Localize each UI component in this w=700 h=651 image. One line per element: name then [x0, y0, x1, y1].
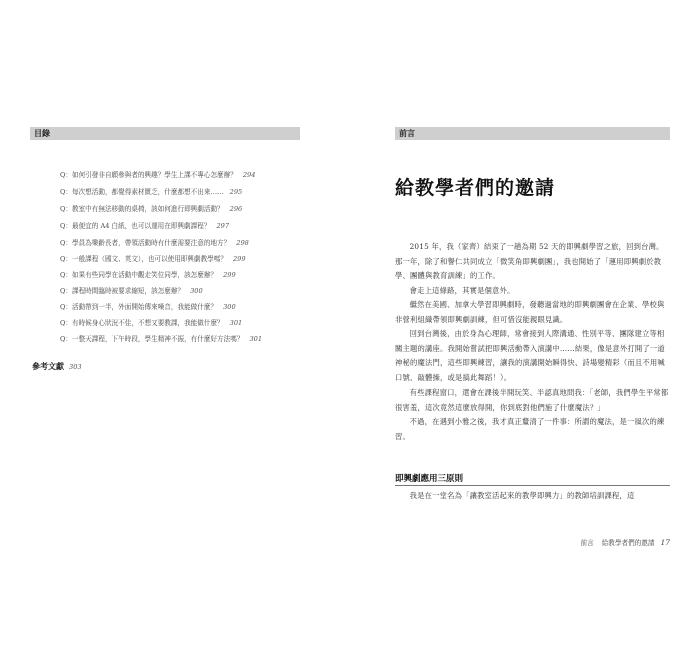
toc-item-text: Q：每次想活動，都覺得素材匱乏，什麼都想不出來……	[60, 188, 224, 196]
toc-item-text: Q：一整天課程，下午時段，學生精神不振，有什麼好方法嗎？	[60, 335, 244, 343]
toc-item-text: Q：一般課程（國文、英文），也可以使用即興劇教學嗎？	[60, 255, 227, 263]
toc-item-text: Q：課程時間臨時被要求縮短，該怎麼辦？	[60, 287, 185, 295]
toc-item	[60, 286, 203, 296]
footer-title: 給教學者們的邀請	[601, 539, 655, 547]
toc-item	[60, 238, 249, 248]
toc-header-bar	[30, 127, 300, 140]
references-entry	[32, 361, 82, 372]
toc-item-page: 296	[229, 205, 243, 213]
body-paragraph: 不過，在遇到小雅之後，我才真正釐清了一件事：所謂的魔法，是一風次的練習。	[395, 417, 665, 441]
body-paragraph: 會走上這條路，其實是個意外。	[409, 286, 515, 295]
toc-item	[60, 334, 262, 344]
page-footer	[581, 537, 670, 547]
right-page	[350, 0, 700, 651]
body-paragraph: 有些課程窗口，還會在課後半開玩笑、半認真地問我：「老師，我們學生平常都很害羞，這次竟然這麼放得開，你到底對他們施了什麼魔法？」	[395, 388, 669, 412]
toc-item	[60, 187, 242, 197]
chapter-title: 給教學者們的邀請	[395, 177, 556, 199]
body-paragraph: 回到台灣後，由於身為心理師，常會接到人際溝通、性別平等、團隊建立等相關主題的講座。我開始嘗試把即興活動帶入演講中……結果，像是意外打開了一道神秘的魔法門，這些即興練習，讓我的演講開始瞬得快、詩場變精彩（而且不用喊口號、敲體操，或是搞此舞蹈！）。	[395, 329, 665, 382]
references-page: 303	[69, 363, 82, 371]
toc-item-page: 295	[229, 188, 243, 196]
toc-item-page: 298	[236, 239, 249, 247]
preface-header-bar	[395, 127, 670, 140]
toc-item	[60, 221, 229, 231]
toc-item-text: Q：最便宜的 A4 白紙，也可以運用在即興劇課程？	[60, 222, 211, 230]
references-label: 參考文獻	[32, 362, 64, 371]
toc-item-text: Q：如何引發非自願參與者的興趣？學生上課不專心怎麼辦？	[60, 171, 237, 179]
toc-item	[60, 318, 242, 328]
footer-section: 前言	[580, 539, 594, 547]
toc-item-text: Q：教室中有無法移動的桌椅，該如何進行即興劇活動？	[60, 205, 224, 213]
toc-item-page: 301	[229, 319, 243, 327]
toc-item-page: 299	[232, 255, 246, 263]
toc-item-page: 294	[242, 171, 256, 179]
toc-item-page: 300	[190, 287, 203, 295]
toc-item	[60, 270, 236, 280]
toc-item	[60, 170, 255, 180]
body-paragraph: 2015 年，我（家齊）結束了一趟為期 52 天的即興劇學習之旅，回到台灣。那一年，除了和譽仁共同成立「微笑角即興劇團」，我也開始了「運用即興劇於教學、團體與教育訓練」的工作。	[395, 242, 664, 280]
toc-item-page: 297	[216, 222, 230, 230]
toc-item-text: Q：學員為樂齡長者，帶領活動時有什麼需要注意的地方？	[60, 239, 231, 247]
toc-item-text: Q：有時候身心狀況不佳，不想又要教課，我能做什麼？	[60, 319, 224, 327]
toc-item	[60, 302, 236, 312]
toc-item-page: 301	[249, 335, 263, 343]
section-paragraph: 我是在一堂名為「讓教室活起來的教學即興力」的教師培訓課程，這	[409, 491, 635, 500]
toc-item	[60, 254, 246, 264]
toc-item-page: 299	[223, 271, 236, 279]
toc-item-page: 300	[223, 303, 236, 311]
toc-item	[60, 204, 242, 214]
toc-item-text: Q：活動帶到一半，外面開始傳來噪音，我能做什麼？	[60, 303, 218, 311]
page-number: 17	[660, 538, 670, 547]
section-heading: 即興劇應用三原則	[395, 474, 464, 484]
preface-header-label: 前言	[399, 129, 415, 138]
toc-header-label: 目錄	[34, 129, 50, 138]
body-paragraph: 繼然在美國、加拿大學習即興劇時，發聽過當地的即興劇團會在企業、學校與非營利組織帶領即興劇訓練，但可惜沒能親眼見識。	[395, 300, 665, 324]
section-divider	[395, 485, 670, 486]
toc-item-text: Q：如果有些同學在活動中觀走笑位同學，該怎麼辦？	[60, 271, 218, 279]
